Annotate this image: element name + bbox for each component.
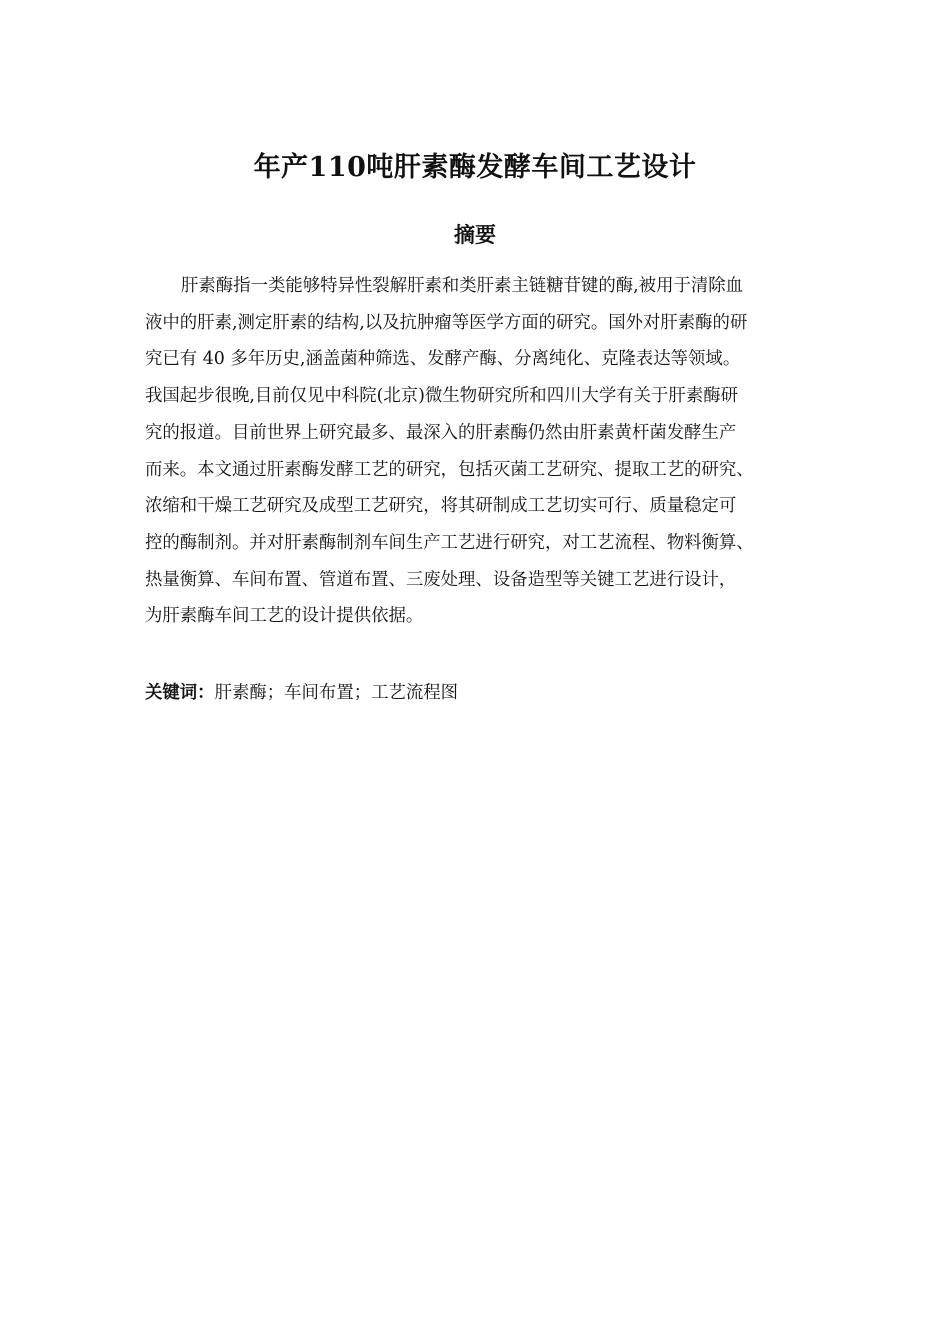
abstract-line: 控的酶制剂。并对肝素酶制剂车间生产工艺进行研究，对工艺流程、物料衡算、: [145, 532, 754, 553]
abstract-line: 热量衡算、车间布置、管道布置、三废处理、设备造型等关键工艺进行设计，: [145, 569, 737, 590]
keywords-text: 肝素酶；车间布置；工艺流程图: [214, 683, 459, 703]
abstract-line: 究的报道。目前世界上研究最多、最深入的肝素酶仍然由肝素黄杆菌发酵生产: [145, 422, 737, 443]
abstract-line: 浓缩和干燥工艺研究及成型工艺研究，将其研制成工艺切实可行、质量稳定可: [145, 496, 737, 517]
abstract-line: 为肝素酶车间工艺的设计提供依据。: [145, 606, 424, 627]
keywords-label: 关键词：: [145, 683, 215, 703]
keywords: [145, 677, 458, 709]
abstract-line: 肝素酶指一类能够特异性裂解肝素和类肝素主链糖苷键的酶,被用于清除血: [181, 276, 744, 296]
abstract-line: 而来。本文通过肝素酶发酵工艺的研究，包括灭菌工艺研究、提取工艺的研究、: [145, 459, 754, 480]
document-title: 年产110吨肝素酶发酵车间工艺设计: [253, 152, 697, 184]
abstract-line: 我国起步很晚,目前仅见中科院(北京)微生物研究所和四川大学有关于肝素酶研: [145, 386, 738, 407]
abstract-body: [145, 268, 825, 635]
abstract-line: 究已有 40 多年历史,涵盖菌种筛选、发酵产酶、分离纯化、克隆表达等领域。: [145, 349, 741, 370]
abstract-heading: 摘要: [454, 222, 496, 248]
abstract-line: 液中的肝素,测定肝素的结构,以及抗肿瘤等医学方面的研究。国外对肝素酶的研: [145, 312, 748, 333]
